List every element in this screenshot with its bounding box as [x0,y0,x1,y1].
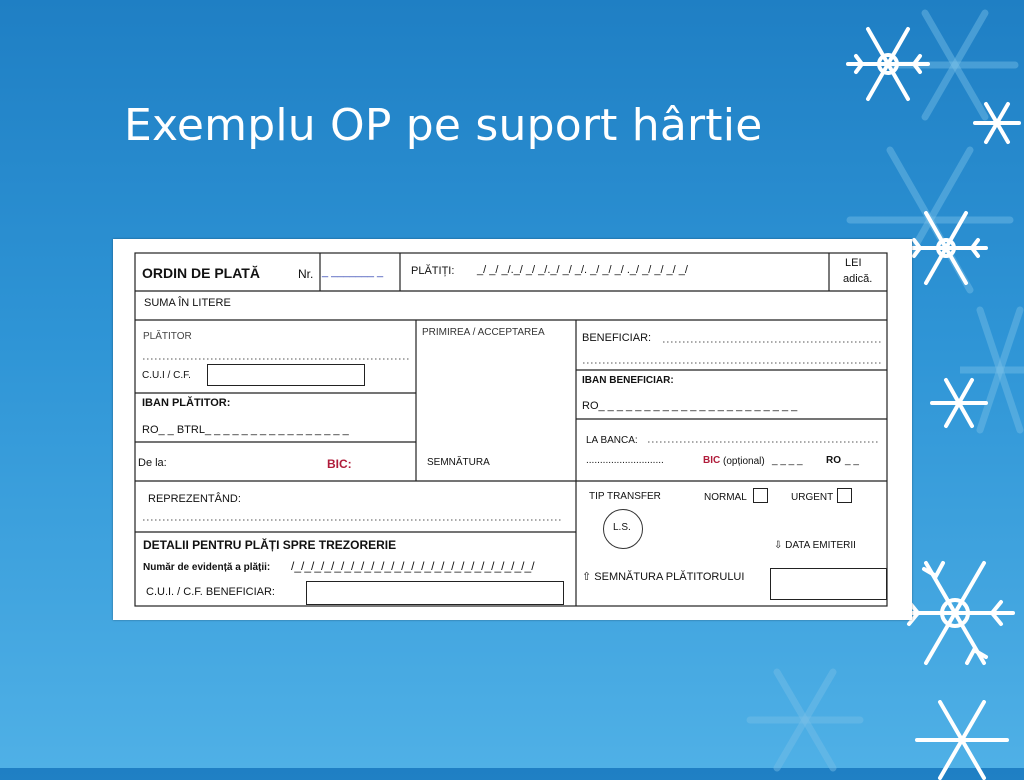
cui-cf-label: C.U.I / C.F. [142,370,191,381]
payment-order-form [113,239,912,620]
tip-transfer-label: TIP TRANSFER [589,491,661,502]
amount-field[interactable]: _/ _/ _/._/ _/ _/._/ _/ _/. _/ _/ _/ ._/ _/ _/ _/ _/ [477,264,688,276]
optional-label: (opțional) [723,456,765,467]
trezorerie-title: DETALII PENTRU PLĂȚI SPRE TREZORERIE [143,538,397,552]
data-emiterii-label: ⇩ DATA EMITERII [774,540,856,551]
numar-evidenta-label: Număr de evidență a plății: [143,562,271,573]
cui-beneficiar-label: C.U.I. / C.F. BENEFICIAR: [146,586,275,598]
beneficiar-label: BENEFICIAR: [582,332,652,344]
iban-beneficiar-label: IBAN BENEFICIAR: [582,375,674,386]
numar-evidenta-field[interactable]: /_/_/_/_/_/_/_/_/_/_/_/_/_/_/_/_/_/_/_/_/_/_/_/_/ [291,559,535,573]
la-banca-label: LA BANCA: [586,435,638,446]
bic2-label: BIC [703,455,721,466]
iban-platitor-field[interactable]: RO_ _ BTRL_ _ _ _ _ _ _ _ _ _ _ _ _ _ _ _ [142,424,349,436]
de-la-label: De la: [138,457,167,469]
semnatura-platitorului-label: ⇧ SEMNĂTURA PLĂTITORULUI [582,571,745,583]
semnatura-label: SEMNĂTURA [427,457,490,468]
bic2-mask[interactable]: _ _ _ _ [772,455,803,466]
cui-cf-field[interactable] [207,364,365,386]
iban-platitor-label: IBAN PLĂTITOR: [142,397,231,409]
nr-field[interactable]: _ _______ _ [322,266,384,278]
currency-label: LEI [845,257,862,269]
snowflake-icon [740,660,870,780]
snowflake-icon [900,202,992,294]
ls-label: L.S. [613,522,631,533]
primirea-label: PRIMIREA / ACCEPTAREA [422,327,545,338]
snowflake-icon [972,98,1022,148]
ro-mask[interactable]: _ _ [845,455,859,466]
urgent-checkbox[interactable] [837,488,852,503]
bic2-field[interactable]: ............................ [586,455,664,466]
snowflake-icon [842,18,934,110]
iban-beneficiar-field[interactable]: RO_ _ _ _ _ _ _ _ _ _ _ _ _ _ _ _ _ _ _ _ _ _ [582,400,798,412]
page-title: Exemplu OP pe suport hârtie [124,100,763,151]
platitor-label: PLĂTITOR [143,331,192,342]
semnatura-platitorului-field[interactable] [770,568,887,600]
adica-label: adică. [843,273,873,285]
bic-label: BIC: [327,457,352,471]
snowflake-icon [912,700,1012,780]
form-title: ORDIN DE PLATĂ [142,265,260,281]
platiti-label: PLĂTIȚI: [411,265,455,277]
suma-litere-label: SUMA ÎN LITERE [144,297,231,309]
cui-beneficiar-field[interactable] [306,581,564,605]
normal-checkbox[interactable] [753,488,768,503]
reprezentand-label: REPREZENTÂND: [148,493,241,505]
urgent-label: URGENT [791,492,834,503]
nr-label: Nr. [298,267,314,281]
normal-label: NORMAL [704,492,747,503]
ro-label: RO [826,455,841,466]
snowflake-icon [928,372,990,434]
